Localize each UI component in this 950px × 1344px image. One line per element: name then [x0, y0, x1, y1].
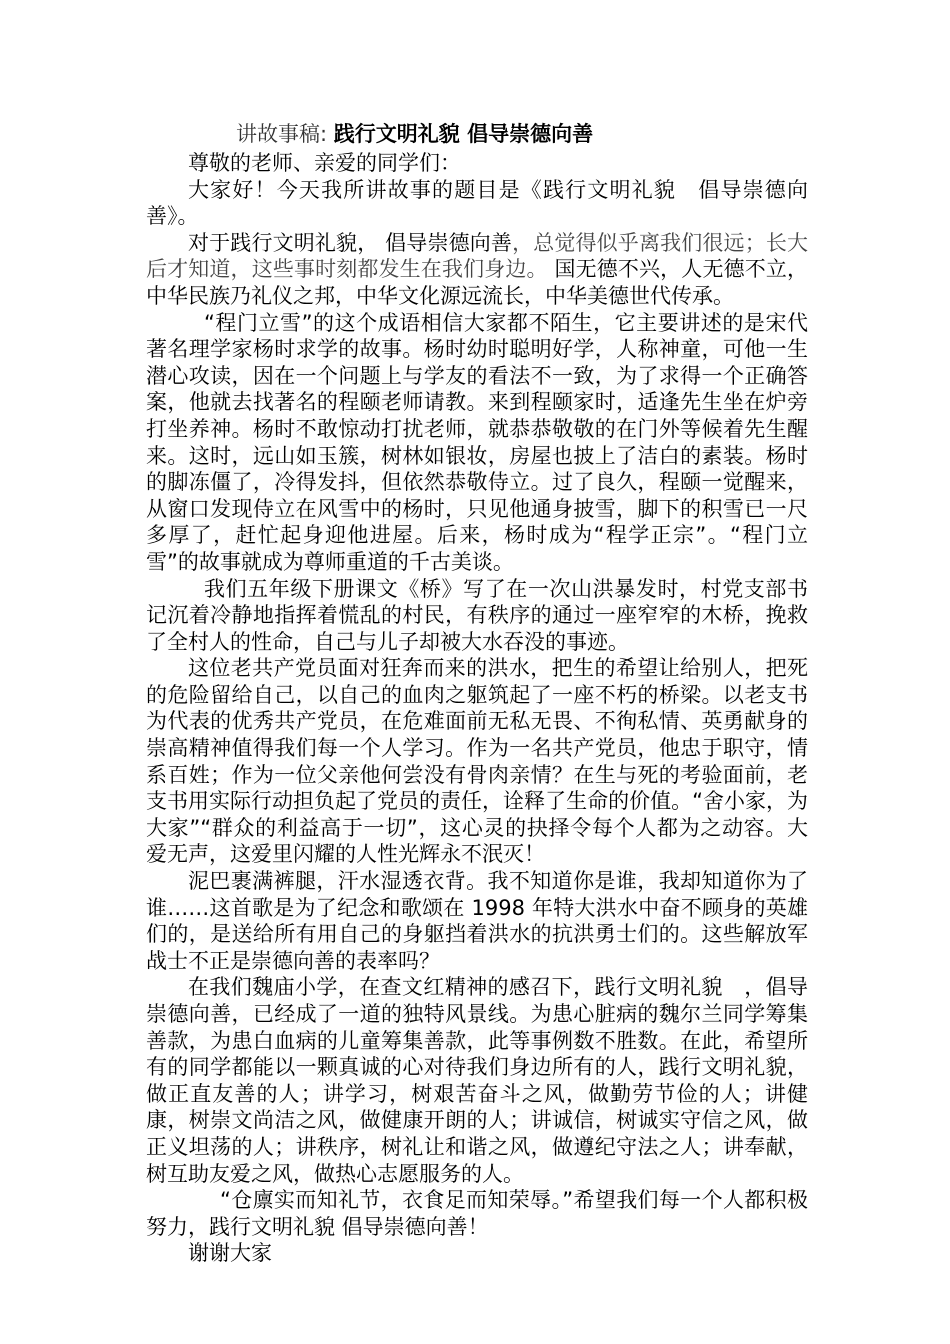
intro-part-1: 对于践行文明礼貌， 倡导崇德向善	[188, 230, 513, 255]
intro-part-3: 国无德不兴，人无德不立，中华民族乃礼仪之邦，中华文化源远流长，中华美德世代传承。	[146, 257, 809, 308]
title-main: 践行文明礼貌 倡导崇德向善	[333, 122, 594, 146]
greeting-paragraph: 尊敬的老师、亲爱的同学们：	[188, 151, 461, 175]
document-page	[146, 118, 808, 1267]
school-paragraph: 在我们魏庙小学，在查文红精神的感召下，践行文明礼貌 ，倡导崇德向善，已经成了一道的独特风景线。为患心脏病的魏尔兰同学筹集善款，为患白血病的儿童筹集善款，此等事例数不胜数。在此，希望所有的同学都能以一颗真诚的心对待我们身边所有的人，践行文明礼貌，做正直友善的人；讲学习，树艰苦奋斗之风，做勤劳节俭的人；讲健康，树崇文尚洁之风，做健康开朗的人；讲诚信，树诚实守信之风，做正义坦荡的人；讲秩序，树礼让和谐之风，做遵纪守法之人；讲奉献，树互助友爱之风，做热心志愿服务的人。	[146, 975, 808, 1186]
intro-part-2: ，总觉得似乎离我们很远；长大后才知道，这些事时刻都发生在我们身边。	[146, 230, 808, 282]
opening-paragraph: 大家好！今天我所讲故事的题目是《践行文明礼貌 倡导崇德向善》。	[146, 177, 808, 229]
document-title	[236, 118, 808, 150]
story-paragraph-flood-song: 泥巴裹满裤腿，汗水湿透衣背。我不知道你是谁，我却知道你为了谁……这首歌是为了纪念和歌颂在 1998 年特大洪水中奋不顾身的英雄们的，是送给所有用自己的身躯挡着洪水的抗洪勇士们的。这些解放军战士不正是崇德向善的表率吗？	[146, 869, 808, 973]
story-paragraph-chengmen: “程门立雪”的这个成语相信大家都不陌生，它主要讲述的是宋代著名理学家杨时求学的故事。杨时幼时聪明好学，人称神童，可他一生潜心攻读，因在一个问题上与学友的看法不一致，为了求得一个正确答案，他就去找著名的程颐老师请教。来到程颐家时，适逢先生坐在炉旁打坐养神。杨时不敢惊动打扰老师，就恭恭敬敬的在门外等候着先生醒来。这时，远山如玉簇，树林如银妆，房屋也披上了洁白的素装。杨时的脚冻僵了，冷得发抖，但依然恭敬侍立。过了良久，程颐一觉醒来，从窗口发现侍立在风雪中的杨时，只见他通身披雪，脚下的积雪已一尺多厚了，赶忙起身迎他进屋。后来，杨时成为“程学正宗”。“程门立雪”的故事就成为尊师重道的千古美谈。	[146, 310, 808, 574]
title-label: 讲故事稿:	[236, 122, 334, 146]
thanks-paragraph: 谢谢大家	[188, 1241, 272, 1266]
closing-quote-paragraph: “仓廪实而知礼节，衣食足而知荣辱。”希望我们每一个人都积极努力，践行文明礼貌 倡导崇德向善！	[146, 1188, 808, 1239]
story-paragraph-bridge: 我们五年级下册课文《桥》写了在一次山洪暴发时，村党支部书记沉着冷静地指挥着慌乱的村民，有秩序的通过一座窄窄的木桥，挽救了全村人的性命，自己与儿子却被大水吞没的事迹。	[146, 576, 808, 654]
intro-paragraph	[146, 230, 808, 310]
story-paragraph-party-member: 这位老共产党员面对狂奔而来的洪水，把生的希望让给别人，把死的危险留给自己，以自己的血肉之躯筑起了一座不朽的桥梁。以老支书为代表的优秀共产党员，在危难面前无私无畏、不徇私情、英勇献身的崇高精神值得我们每一个人学习。作为一名共产党员，他忠于职守，情系百姓；作为一位父亲他何尝没有骨肉亲情？在生与死的考验面前，老支书用实际行动担负起了党员的责任，诠释了生命的价值。“舍小家，为大家”“群众的利益高于一切”，这心灵的抉择令每个人都为之动容。大爱无声，这爱里闪耀的人性光辉永不泯灭！	[146, 656, 808, 867]
